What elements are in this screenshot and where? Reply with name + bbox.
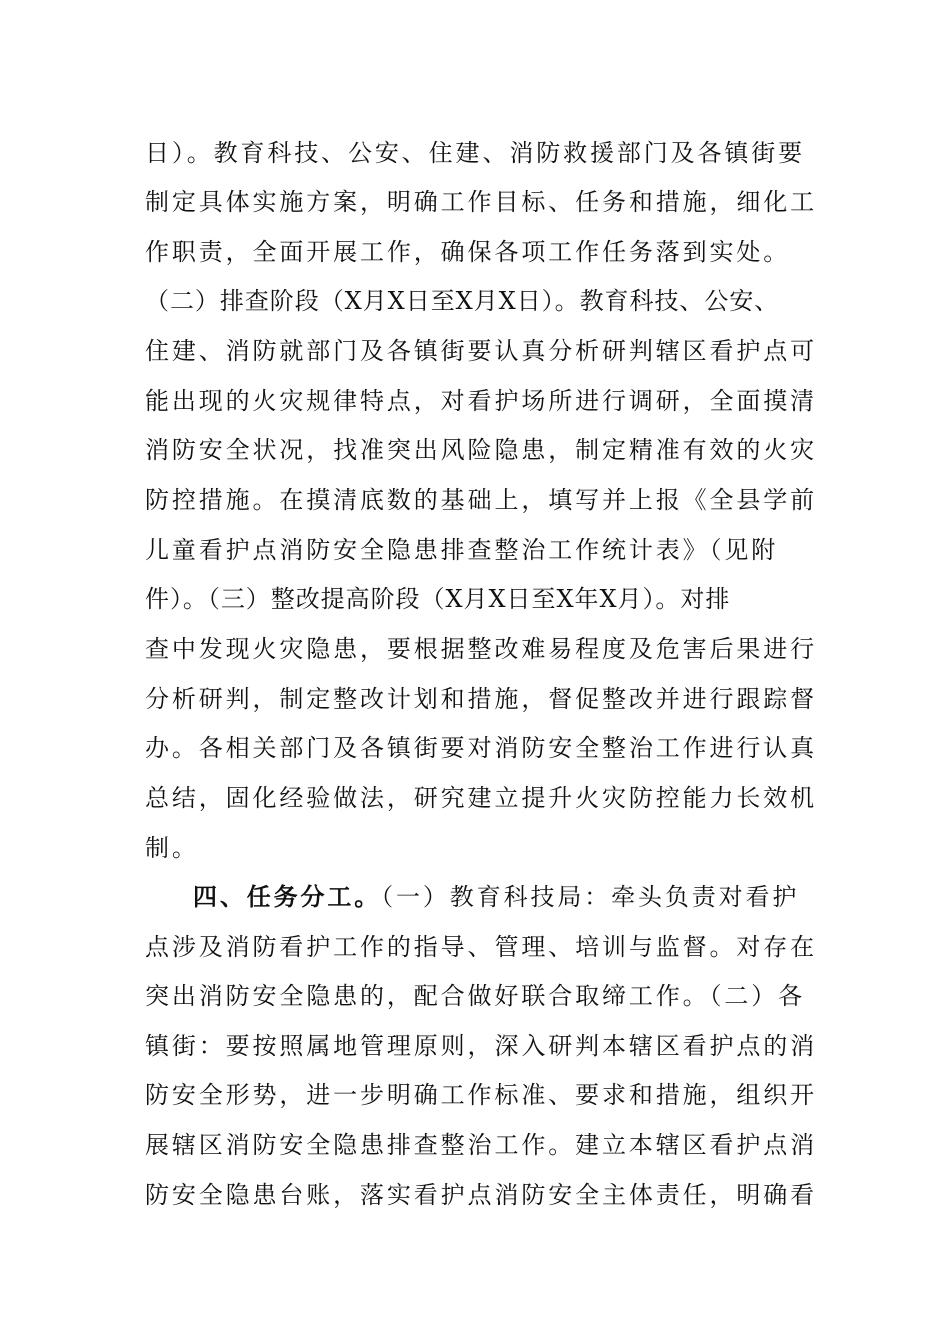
body-text-line: 展辖区消防安全隐患排查整治工作。建立本辖区看护点消: [145, 1131, 817, 1159]
body-text-line: 办。各相关部门及各镇街要对消防安全整治工作进行认真: [145, 734, 817, 762]
body-text-line: 防安全形势，进一步明确工作标准、要求和措施，组织开: [145, 1081, 817, 1109]
body-text-line: 制。: [145, 834, 199, 862]
body-text-line: 儿童看护点消防安全隐患排查整治工作统计表》（见附: [145, 536, 779, 564]
body-text-line: 查中发现火灾隐患，要根据整改难易程度及危害后果进行: [145, 635, 817, 663]
body-text-line: 消防安全状况，找准突出风险隐患，制定精准有效的火灾: [145, 436, 817, 464]
body-text-line: 防安全隐患台账，落实看护点消防安全主体责任，明确看: [145, 1181, 817, 1209]
body-text-line: 日）。教育科技、公安、住建、消防救援部门及各镇街要: [145, 139, 805, 167]
body-text-line: 件）。（三）整改提高阶段（X月X日至X年X月）。对排: [145, 585, 731, 613]
body-text-line: 分析研判，制定整改计划和措施，督促整改并进行跟踪督: [145, 685, 817, 713]
body-text-line: （二）排查阶段（X月X日至X月X日）。教育科技、公安、: [145, 287, 780, 315]
body-text-line: 住建、消防就部门及各镇街要认真分析研判辖区看护点可: [145, 337, 817, 365]
body-text-line: 防控措施。在摸清底数的基础上，填写并上报《全县学前: [145, 486, 817, 514]
section-4-first-line: [193, 882, 799, 912]
body-text-line: 总结，固化经验做法，研究建立提升火灾防控能力长效机: [145, 784, 817, 812]
section-4-heading: 四、任务分工。: [193, 882, 382, 911]
body-text-line: 突出消防安全隐患的，配合做好联合取缔工作。（二）各: [145, 982, 805, 1010]
body-text-line: 镇街：要按照属地管理原则，深入研判本辖区看护点的消: [145, 1032, 817, 1060]
body-text-line: 能出现的火灾规律特点，对看护场所进行调研，全面摸清: [145, 387, 817, 415]
body-text-line: 作职责，全面开展工作，确保各项工作任务落到实处。: [145, 238, 791, 266]
section-4-first-line-rest: （一）教育科技局：牵头负责对看护: [381, 883, 800, 911]
body-text-line: 制定具体实施方案，明确工作目标、任务和措施，细化工: [145, 188, 817, 216]
body-text-line: 点涉及消防看护工作的指导、管理、培训与监督。对存在: [145, 933, 817, 961]
